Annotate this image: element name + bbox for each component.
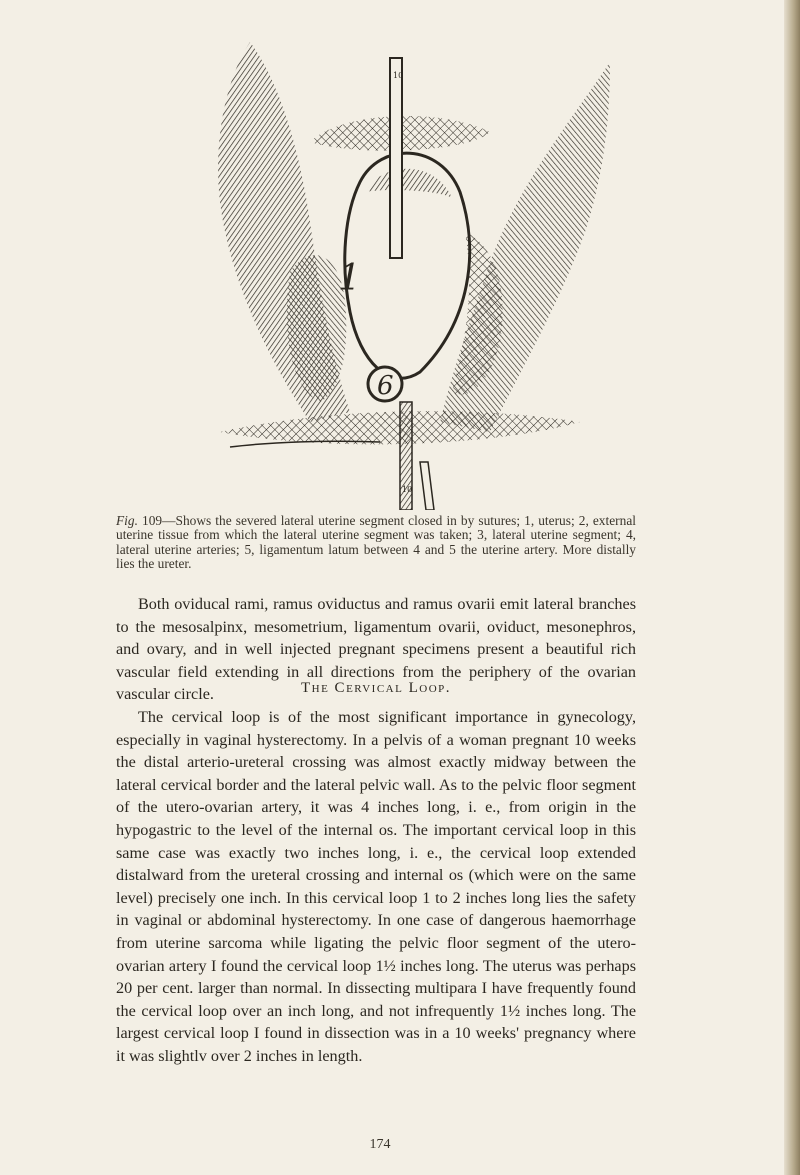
section-heading: The Cervical Loop. bbox=[300, 680, 452, 696]
page-number: 174 bbox=[369, 1137, 391, 1152]
label-10-top: 10 bbox=[393, 71, 404, 80]
page-edge-shadow bbox=[784, 0, 800, 1175]
label-10-bottom: 10 bbox=[402, 485, 413, 494]
paragraph-oviducal-rami: Both oviducal rami, ramus oviductus and ramus ovarii emit lateral branches to the mesosalpinx, mesometrium, ligamentum ovarii, oviduct, mesonephros, and ovary, and in well injected pregnant specimens present a beautiful rich vascular field extending in all directions from the periphery of the ovarian vascular circle. bbox=[116, 595, 636, 704]
caption-text: 109—Shows the severed lateral uterine segment closed in by sutures; 1, uterus; 2, external uterine tissue from which the lateral uterine segment was taken; 3, lateral uterine segment; 4, lateral uterine arteries; 5, ligamentum latum between 4 and 5 the uterine artery. More distally lies the ureter. bbox=[116, 513, 636, 572]
label-1: 1 bbox=[338, 258, 361, 299]
anatomical-illustration bbox=[190, 22, 610, 510]
figure-caption bbox=[116, 514, 636, 572]
retractor-top bbox=[390, 58, 402, 258]
label-6: 6 bbox=[377, 371, 394, 401]
paragraph-cervical-loop: The cervical loop is of the most significant importance in gynecology, especially in vaginal hysterectomy. In a pelvis of a woman pregnant 10 weeks the distal arterio-ureteral crossing was almost exactly midway between the lateral cervical border and the lateral pelvic wall. As to the pelvic floor segment of the utero-ovarian artery, it was 4 inches long, i. e., from origin in the hypogastric to the level of the internal os. The important cervical loop in this same case was exactly two inches long, i. e., the cervical loop extended distalward from the ureteral crossing and internal os (which were on the same level) precisely one inch. In this cervical loop 1 to 2 inches long lies the safety in vaginal or abdominal hysterectomy. In one case of dangerous haemorrhage from uterine sarcoma while ligating the pelvic floor segment of the utero-ovarian artery I found the cervical loop 1½ inches long. The uterus was perhaps 20 per cent. larger than normal. In dissecting multipara I have frequently found the cervical loop over an inch long, and not infrequently 1½ inches long. The largest cervical loop I found in dissection was in a 10 weeks' pregnancy where it was slightlv over 2 inches in length. bbox=[116, 708, 636, 1065]
figure-label: Fig. bbox=[116, 513, 138, 528]
